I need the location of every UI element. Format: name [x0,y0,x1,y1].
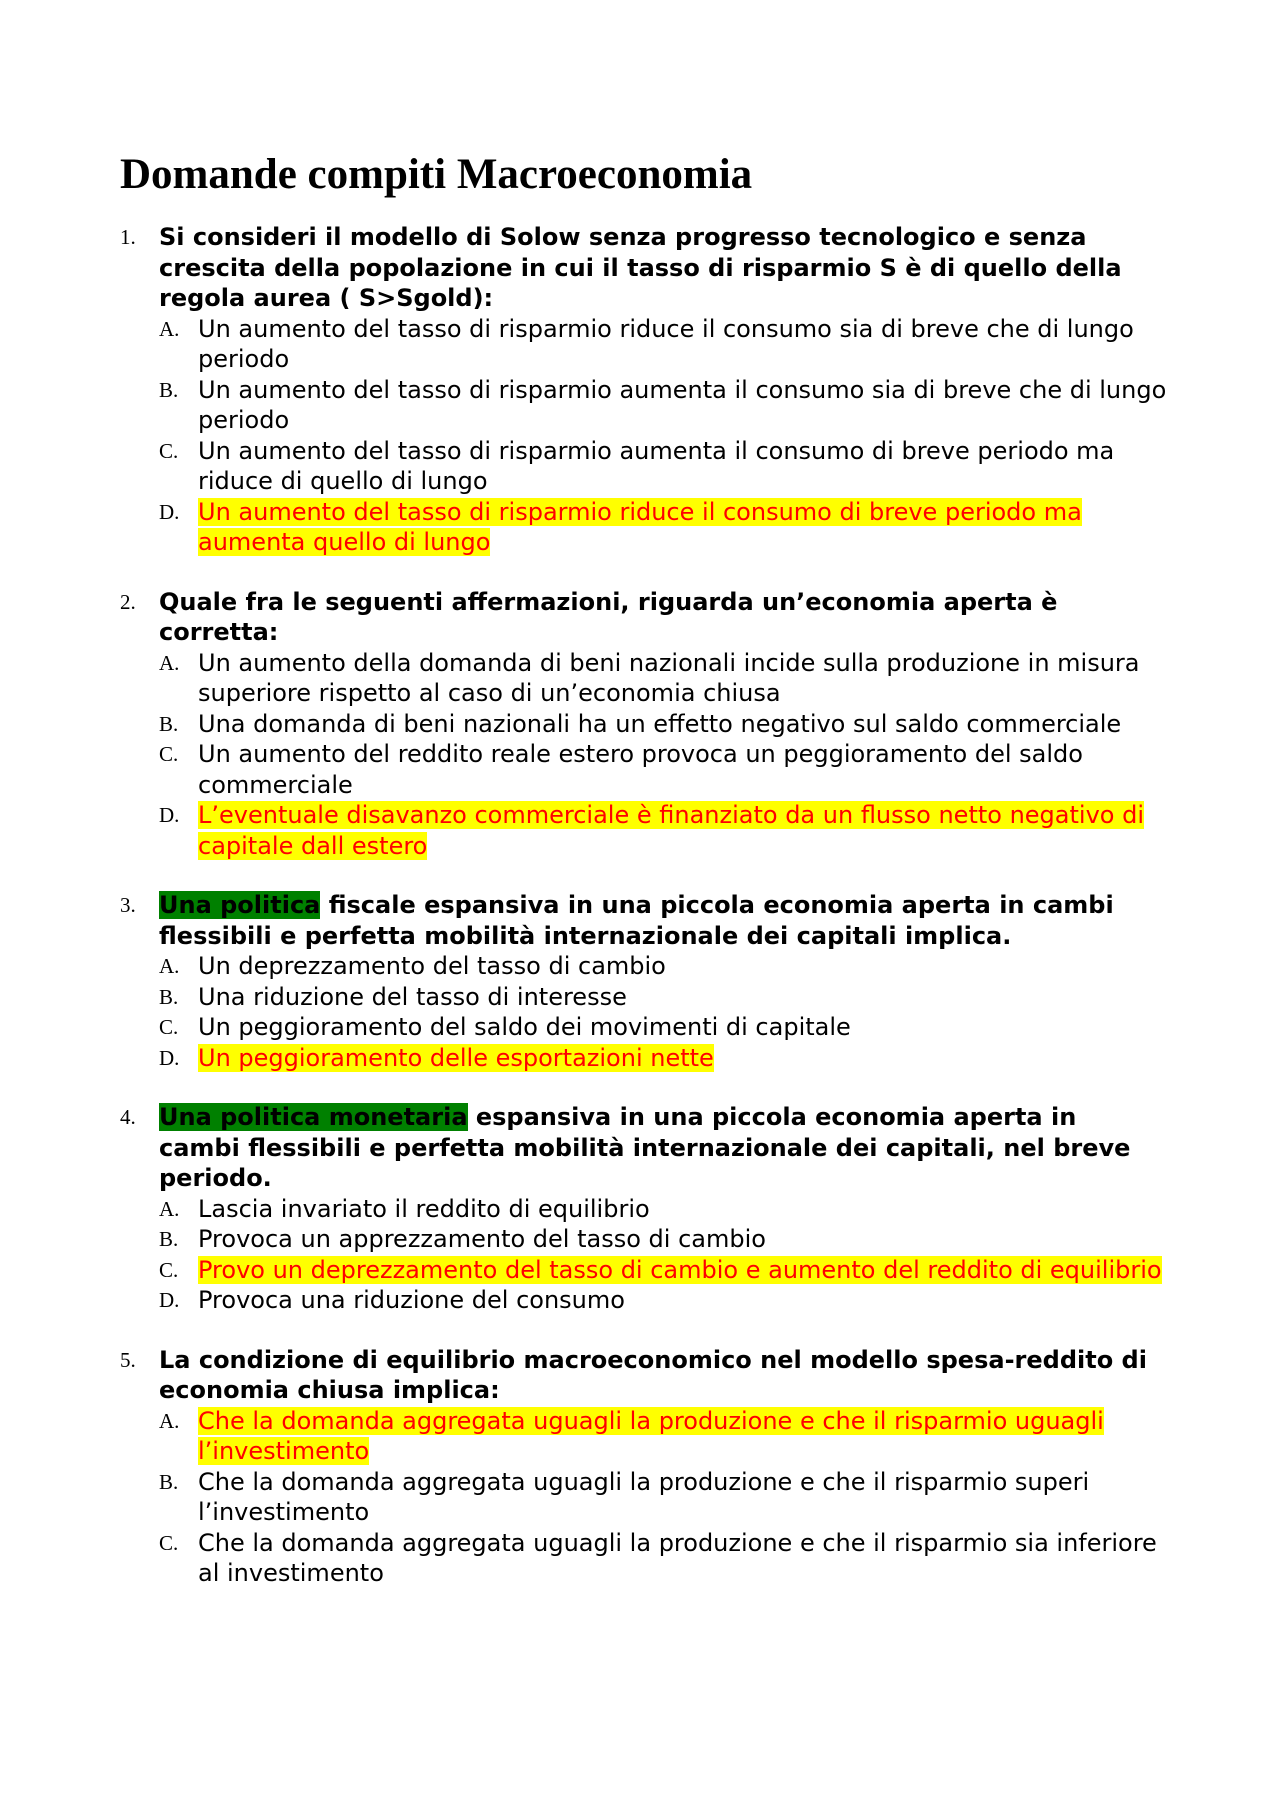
question-text [159,1345,1180,1406]
answer-option [159,709,1180,740]
answer-text: Un peggioramento delle esportazioni nette [198,1043,714,1072]
answer-text: Un peggioramento del saldo dei movimenti di capitale [198,1013,851,1041]
answer-letter: C. [159,1015,179,1039]
question-number: 2. [120,589,136,614]
answer-list [159,648,1180,862]
answer-list [159,314,1180,558]
answer-letter: B. [159,711,179,736]
question-text [159,890,1180,951]
question-item [120,1102,1180,1316]
answer-option-correct [159,1043,1180,1074]
question-item [120,587,1180,862]
question-text [159,1102,1180,1194]
answer-option [159,951,1180,982]
question-text [159,587,1180,648]
answer-list [159,951,1180,1073]
answer-letter: D. [159,1288,180,1312]
question-item [120,890,1180,1073]
question-text [159,222,1180,314]
answer-letter: A. [159,650,180,675]
answer-text: Un aumento del tasso di risparmio riduce il consumo di breve periodo ma aumenta quello di lungo [198,497,1082,556]
question-number: 1. [120,225,136,249]
answer-text: Un aumento del reddito reale estero provoca un peggioramento del saldo commerciale [198,740,1083,799]
answer-text: Lascia invariato il reddito di equilibrio [198,1194,650,1223]
answer-option-correct [159,1406,1180,1467]
question-highlight: Una politica [159,891,321,919]
answer-option [159,375,1180,436]
answer-option [159,436,1180,497]
answer-option-correct [159,497,1180,558]
question-body: Quale fra le seguenti affermazioni, riguarda un’economia aperta è corretta: [159,587,1058,646]
answer-text: Provo un deprezzamento del tasso di cambio e aumento del reddito di equilibrio [198,1255,1162,1284]
document-page [120,150,1180,1618]
answer-option [159,1194,1180,1225]
question-number: 5. [120,1347,136,1372]
answer-text: L’eventuale disavanzo commerciale è finanziato da un flusso netto negativo di capitale dall estero [198,801,1144,860]
answer-option [159,314,1180,375]
document-title: Domande compiti Macroeconomia [120,151,753,198]
answer-option [159,1467,1180,1528]
question-body: La condizione di equilibrio macroeconomico nel modello spesa-reddito di economia chiusa implica: [159,1345,1147,1404]
answer-letter: C. [159,1530,179,1555]
question-highlight: Una politica monetaria [159,1103,468,1131]
question-body: fiscale espansiva in una piccola economia aperta in cambi flessibili e perfetta mobilità internazionale dei capitali implica. [159,891,1114,950]
answer-option-correct [159,800,1180,861]
answer-option [159,739,1180,800]
answer-list [159,1194,1180,1316]
question-item [120,222,1180,558]
answer-letter: B. [159,1227,179,1251]
question-number: 4. [120,1105,136,1129]
answer-text: Che la domanda aggregata uguagli la produzione e che il risparmio superi l’investimento [198,1467,1090,1526]
answer-text: Un aumento della domanda di beni nazionali incide sulla produzione in misura superiore rispetto al caso di un’economia chiusa [198,648,1140,707]
answer-option [159,1285,1180,1316]
answer-letter: B. [159,1469,179,1494]
answer-letter: C. [159,438,179,463]
answer-letter: B. [159,984,179,1009]
answer-list [159,1406,1180,1589]
question-list [120,222,1180,1589]
answer-option [159,1224,1180,1255]
answer-text: Che la domanda aggregata uguagli la produzione e che il risparmio sia inferiore al investimento [198,1528,1157,1587]
question-body: Si consideri il modello di Solow senza progresso tecnologico e senza crescita della popolazione in cui il tasso di risparmio S è di quello della regola aurea ( S>Sgold): [159,223,1122,312]
answer-text: Che la domanda aggregata uguagli la produzione e che il risparmio uguagli l’investimento [198,1406,1104,1465]
answer-letter: D. [159,1045,180,1070]
answer-letter: D. [159,803,180,827]
answer-option [159,1012,1180,1043]
answer-letter: B. [159,377,179,402]
answer-letter: A. [159,954,180,978]
answer-text: Provoca un apprezzamento del tasso di cambio [198,1225,766,1253]
answer-option [159,648,1180,709]
answer-letter: D. [159,499,180,524]
answer-text: Un aumento del tasso di risparmio aumenta il consumo sia di breve che di lungo periodo [198,375,1167,434]
answer-letter: C. [159,742,179,766]
answer-option [159,982,1180,1013]
answer-text: Un aumento del tasso di risparmio aumenta il consumo di breve periodo ma riduce di quello di lungo [198,436,1115,495]
answer-letter: A. [159,316,180,341]
answer-letter: C. [159,1257,179,1282]
answer-option-correct [159,1255,1180,1286]
question-number: 3. [120,893,136,917]
answer-text: Un aumento del tasso di risparmio riduce il consumo sia di breve che di lungo periodo [198,314,1134,373]
question-body: espansiva in una piccola economia aperta in cambi flessibili e perfetta mobilità internazionale dei capitali, nel breve periodo. [159,1103,1131,1192]
answer-text: Una riduzione del tasso di interesse [198,982,627,1011]
answer-letter: A. [159,1408,180,1433]
answer-text: Provoca una riduzione del consumo [198,1286,625,1314]
answer-letter: A. [159,1196,180,1221]
question-item [120,1345,1180,1589]
answer-option [159,1528,1180,1589]
answer-text: Una domanda di beni nazionali ha un effetto negativo sul saldo commerciale [198,709,1122,738]
answer-text: Un deprezzamento del tasso di cambio [198,952,666,980]
